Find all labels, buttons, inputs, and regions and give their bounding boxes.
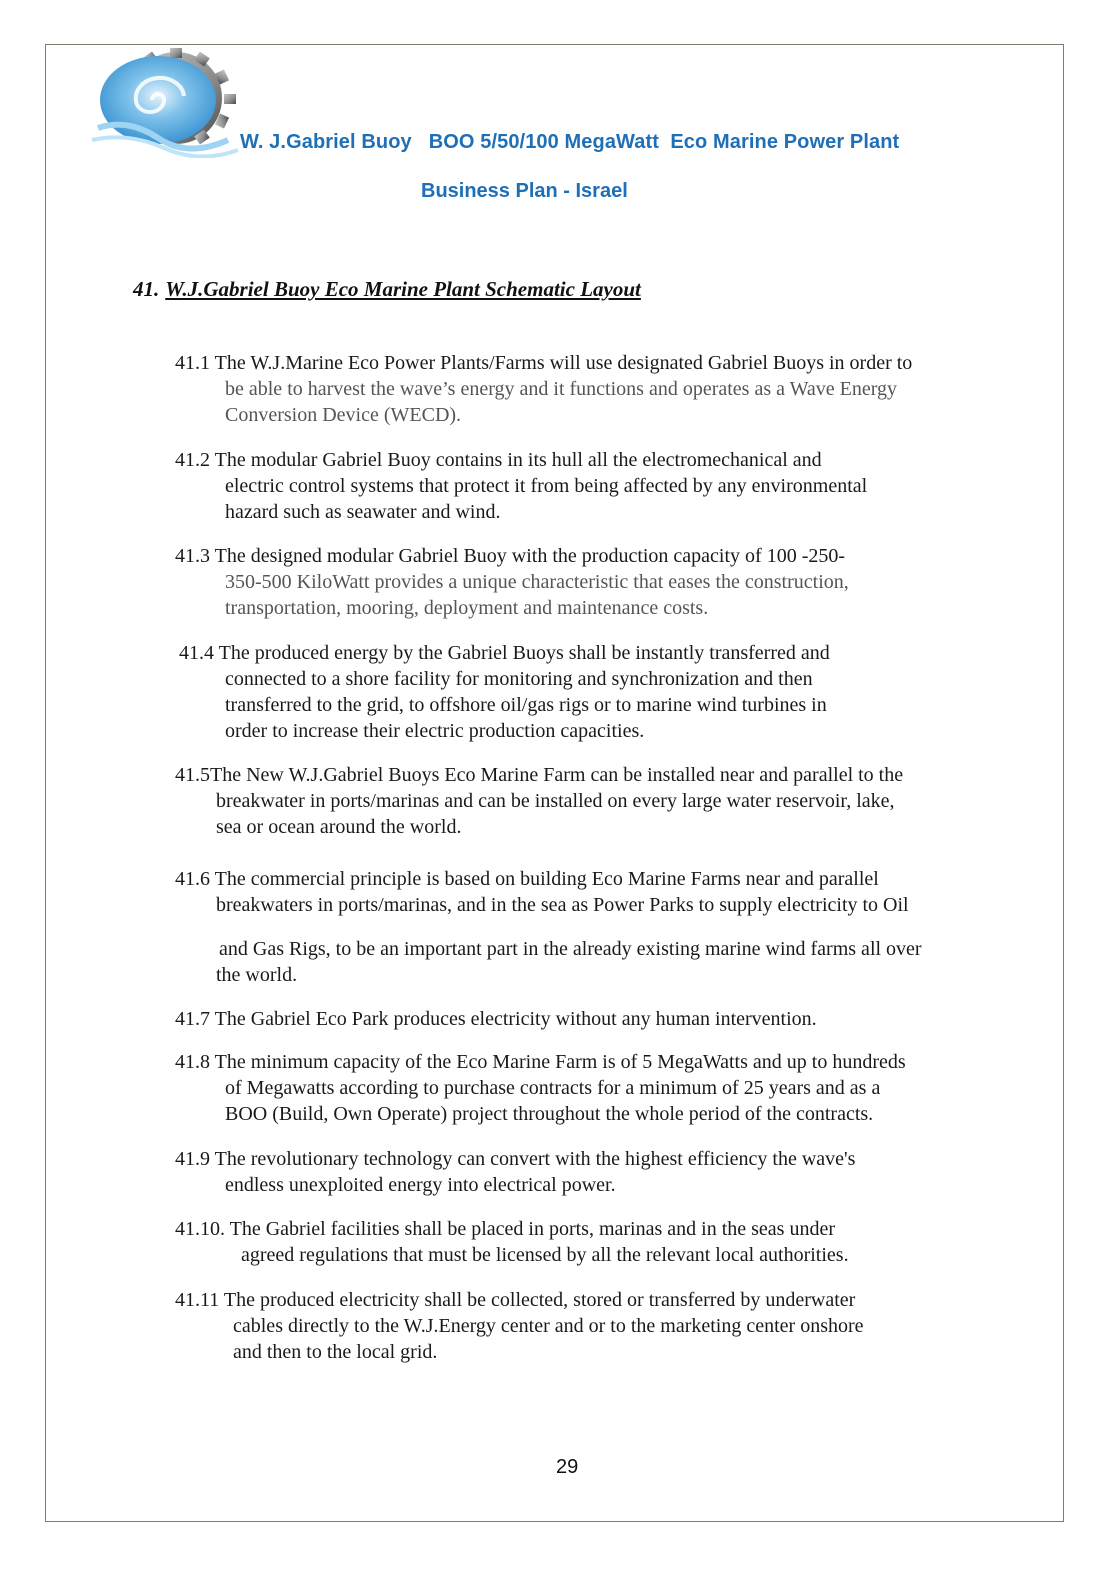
paragraph-41-11 bbox=[175, 1287, 864, 1365]
document-header-subtitle: Business Plan - Israel bbox=[421, 180, 628, 202]
section-number: 41. bbox=[133, 277, 160, 301]
paragraph-line: 41.2 The modular Gabriel Buoy contains in its hull all the electromechanical and bbox=[175, 449, 822, 471]
paragraph-line: BOO (Build, Own Operate) project throughout the whole period of the contracts. bbox=[225, 1103, 874, 1125]
paragraph-line: connected to a shore facility for monitoring and synchronization and then bbox=[225, 668, 813, 690]
paragraph-41-3 bbox=[175, 543, 849, 621]
paragraph-41-8 bbox=[175, 1049, 906, 1127]
paragraph-line: 41.3 The designed modular Gabriel Buoy with the production capacity of 100 -250- bbox=[175, 545, 846, 567]
paragraph-line: agreed regulations that must be licensed by all the relevant local authorities. bbox=[241, 1244, 849, 1266]
paragraph-41-10 bbox=[175, 1216, 849, 1268]
paragraph-line: 41.10. The Gabriel facilities shall be placed in ports, marinas and in the seas under bbox=[175, 1218, 835, 1240]
paragraph-line: 41.4 The produced energy by the Gabriel Buoys shall be instantly transferred and bbox=[179, 642, 830, 664]
paragraph-41-9 bbox=[175, 1146, 855, 1198]
paragraph-41-1 bbox=[175, 350, 912, 428]
paragraph-line: the world. bbox=[216, 964, 298, 986]
paragraph-41-7 bbox=[175, 1006, 817, 1032]
paragraph-line: Conversion Device (WECD). bbox=[225, 404, 462, 426]
paragraph-line: of Megawatts according to purchase contracts for a minimum of 25 years and as a bbox=[225, 1077, 881, 1099]
paragraph-41-5 bbox=[175, 762, 903, 840]
paragraph-line: hazard such as seawater and wind. bbox=[225, 501, 501, 523]
wave-gear-logo-icon bbox=[88, 48, 240, 158]
paragraph-line: 41.9 The revolutionary technology can convert with the highest efficiency the wave's bbox=[175, 1148, 856, 1170]
paragraph-line: breakwater in ports/marinas and can be installed on every large water reservoir, lake, bbox=[216, 790, 895, 812]
document-header-title: W. J.Gabriel Buoy BOO 5/50/100 MegaWatt Eco Marine Power Plant bbox=[240, 131, 900, 153]
paragraph-line: transferred to the grid, to offshore oil/gas rigs or to marine wind turbines in bbox=[225, 694, 827, 716]
paragraph-line: order to increase their electric production capacities. bbox=[225, 720, 645, 742]
paragraph-line: be able to harvest the wave’s energy and it functions and operates as a Wave Energy bbox=[225, 378, 898, 400]
section-heading bbox=[133, 277, 641, 302]
paragraph-line: electric control systems that protect it from being affected by any environmental bbox=[225, 475, 868, 497]
paragraph-41-6 bbox=[175, 866, 922, 988]
page-number: 29 bbox=[556, 1456, 579, 1478]
paragraph-line: 350-500 KiloWatt provides a unique characteristic that eases the construction, bbox=[225, 571, 849, 593]
paragraph-line: 41.1 The W.J.Marine Eco Power Plants/Farms will use designated Gabriel Buoys in order to bbox=[175, 352, 913, 374]
paragraph-line: and Gas Rigs, to be an important part in the already existing marine wind farms all over bbox=[219, 938, 922, 960]
paragraph-line: breakwaters in ports/marinas, and in the sea as Power Parks to supply electricity to Oil bbox=[216, 894, 909, 916]
paragraph-line: 41.6 The commercial principle is based on building Eco Marine Farms near and parallel bbox=[175, 868, 879, 890]
paragraph-line: transportation, mooring, deployment and maintenance costs. bbox=[225, 597, 709, 619]
paragraph-41-4 bbox=[179, 640, 830, 744]
paragraph-line: and then to the local grid. bbox=[233, 1341, 438, 1363]
paragraph-line: 41.5The New W.J.Gabriel Buoys Eco Marine Farm can be installed near and parallel to the bbox=[175, 764, 904, 786]
paragraph-41-2 bbox=[175, 447, 867, 525]
paragraph-line: 41.8 The minimum capacity of the Eco Marine Farm is of 5 MegaWatts and up to hundreds bbox=[175, 1051, 906, 1073]
paragraph-line: cables directly to the W.J.Energy center and or to the marketing center onshore bbox=[233, 1315, 864, 1337]
paragraph-line: sea or ocean around the world. bbox=[216, 816, 462, 838]
paragraph-line: endless unexploited energy into electrical power. bbox=[225, 1174, 616, 1196]
section-title: W.J.Gabriel Buoy Eco Marine Plant Schematic Layout bbox=[165, 277, 641, 301]
paragraph-line: 41.7 The Gabriel Eco Park produces electricity without any human intervention. bbox=[175, 1008, 817, 1030]
paragraph-line: 41.11 The produced electricity shall be collected, stored or transferred by underwater bbox=[175, 1289, 856, 1311]
